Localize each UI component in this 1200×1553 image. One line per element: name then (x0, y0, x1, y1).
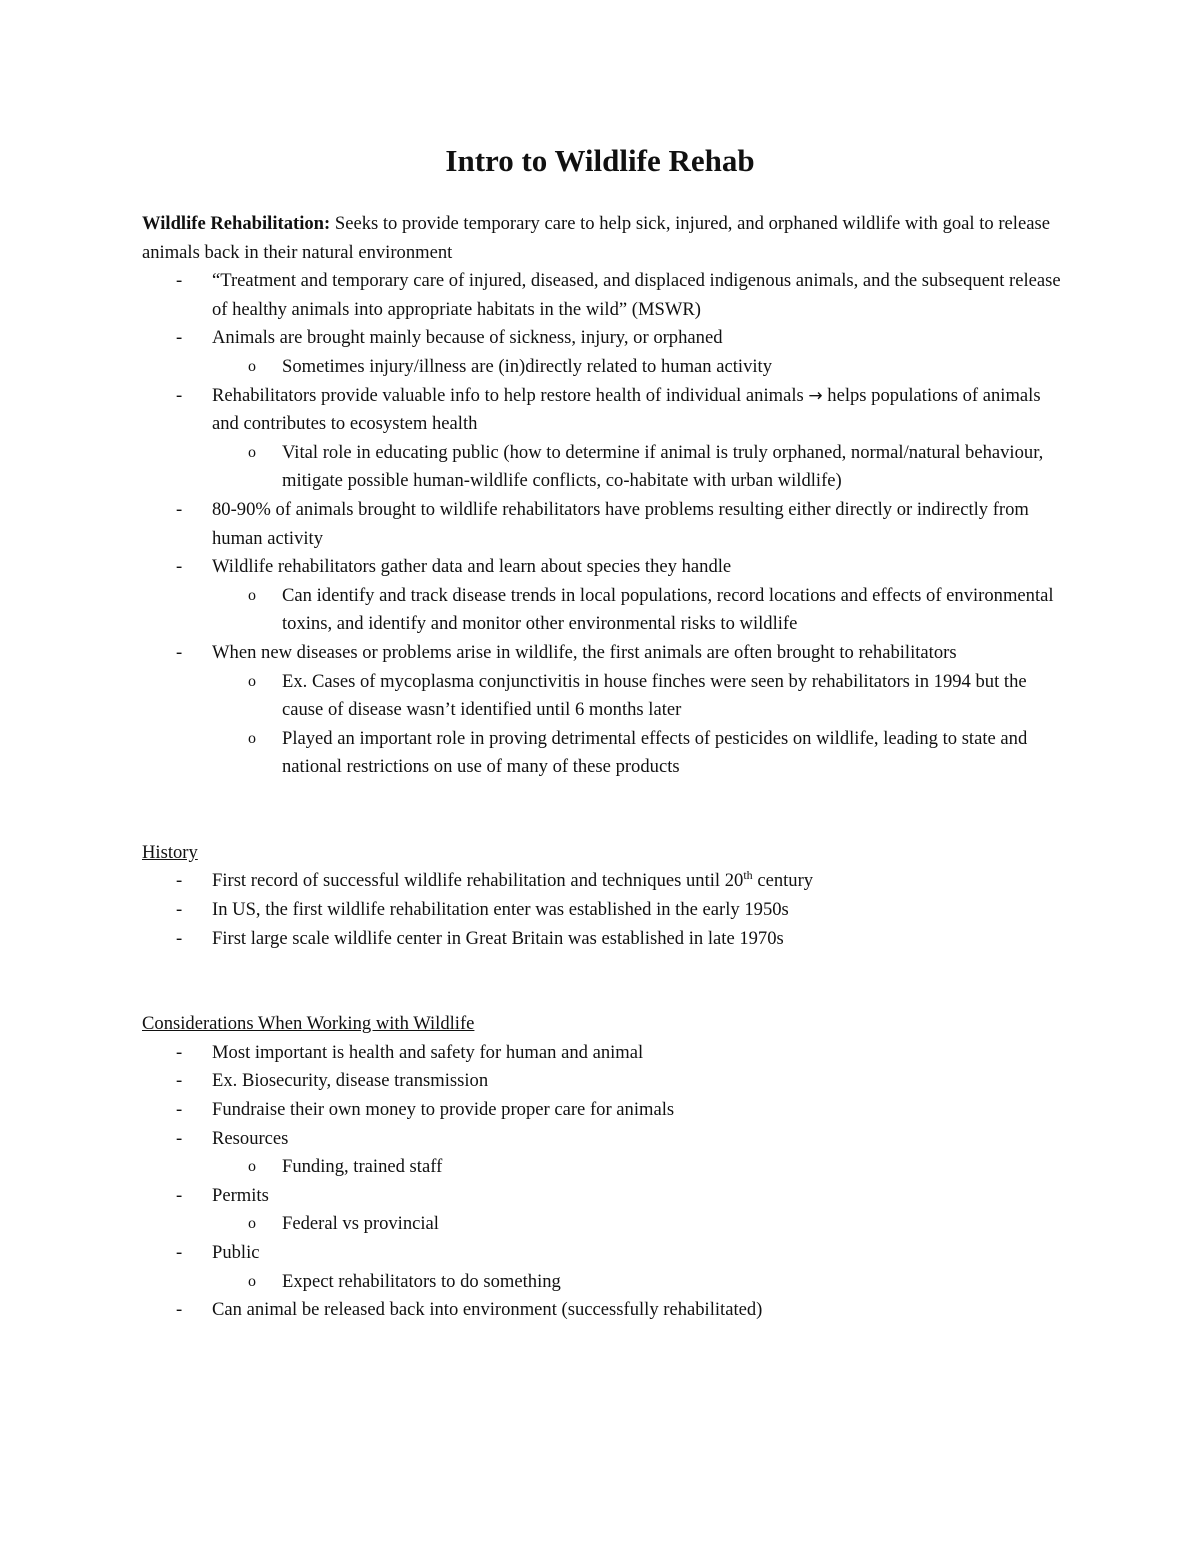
list-item: - Animals are brought mainly because of sickness, injury, or orphaned (142, 324, 1062, 353)
list-item: - In US, the first wildlife rehabilitation enter was established in the early 1950s (142, 896, 1062, 925)
dash-bullet: - (176, 1099, 183, 1121)
dash-bullet: - (176, 327, 183, 349)
list-item: - 80-90% of animals brought to wildlife rehabilitators have problems resulting either directly or indirectly from human activity (142, 496, 1062, 553)
history-list (142, 867, 1062, 953)
considerations-list (142, 1039, 1062, 1325)
dash-bullet: - (176, 870, 183, 892)
dash-bullet: - (176, 1041, 183, 1063)
intro-term: Wildlife Rehabilitation: (142, 213, 331, 234)
list-item: - Fundraise their own money to provide proper care for animals (142, 1096, 1062, 1125)
definition-list (142, 267, 1062, 782)
sub-list-item: o Sometimes injury/illness are (in)directly related to human activity (142, 353, 1062, 382)
spacer (142, 782, 1062, 839)
intro-paragraph (142, 210, 1062, 267)
sub-list-item: o Federal vs provincial (142, 1210, 1062, 1239)
circle-bullet: o (248, 586, 256, 604)
list-item: - Public (142, 1239, 1062, 1268)
circle-bullet: o (248, 672, 256, 690)
dash-bullet: - (176, 1242, 183, 1263)
right-arrow-icon: → (808, 385, 823, 406)
sub-list-item: o Ex. Cases of mycoplasma conjunctivitis in house finches were seen by rehabilitators in 1994 but the cause of disease wasn’t identified until 6 months later (142, 668, 1062, 725)
dash-bullet: - (176, 1127, 183, 1149)
circle-bullet: o (248, 1158, 256, 1176)
dash-bullet: - (176, 556, 183, 578)
circle-bullet: o (248, 443, 256, 461)
superscript: th (743, 868, 753, 883)
page-title: Intro to Wildlife Rehab (445, 143, 755, 178)
considerations-heading: Considerations When Working with Wildlife (142, 1013, 475, 1035)
dash-bullet: - (176, 498, 183, 520)
sub-list-item: o Vital role in educating public (how to determine if animal is truly orphaned, normal/natural behaviour, mitigate possible human-wildlife conflicts, co-habitate with urban wildlife) (142, 439, 1062, 496)
intro-definition: Seeks to provide temporary care to help sick, injured, and orphaned wildlife with goal to release animals back in their natural environment (142, 213, 1050, 263)
dash-bullet: - (176, 927, 183, 949)
dash-bullet: - (176, 1184, 183, 1206)
spacer (142, 953, 1062, 1010)
list-item: - “Treatment and temporary care of injured, diseased, and displaced indigenous animals, and the subsequent release of healthy animals into appropriate habitats in the wild” (MSWR) (142, 267, 1062, 324)
circle-bullet: o (248, 357, 256, 375)
dash-bullet: - (176, 1070, 183, 1092)
list-item: - First large scale wildlife center in Great Britain was established in late 1970s (142, 925, 1062, 954)
dash-bullet: - (176, 641, 183, 663)
circle-bullet: o (248, 729, 256, 747)
list-item: - Permits (142, 1182, 1062, 1211)
list-item: - Resources (142, 1125, 1062, 1154)
sub-list-item: o Played an important role in proving detrimental effects of pesticides on wildlife, leading to state and national restrictions on use of many of these products (142, 725, 1062, 782)
circle-bullet: o (248, 1215, 256, 1233)
list-item: - Ex. Biosecurity, disease transmission (142, 1067, 1062, 1096)
dash-bullet: - (176, 1299, 183, 1321)
list-item: - Can animal be released back into environment (successfully rehabilitated) (142, 1296, 1062, 1325)
document-body (142, 210, 1062, 1325)
sub-list-item: o Expect rehabilitators to do something (142, 1268, 1062, 1297)
sub-list-item: o Funding, trained staff (142, 1153, 1062, 1182)
list-item: - First record of successful wildlife rehabilitation and techniques until 20th century (142, 867, 1062, 896)
circle-bullet: o (248, 1272, 256, 1290)
dash-bullet: - (176, 899, 183, 921)
list-item: - Wildlife rehabilitators gather data and learn about species they handle (142, 553, 1062, 582)
history-heading: History (142, 841, 198, 863)
dash-bullet: - (176, 270, 183, 292)
sub-list-item: o Can identify and track disease trends in local populations, record locations and effects of environmental toxins, and identify and monitor other environmental risks to wildlife (142, 582, 1062, 639)
list-item: - When new diseases or problems arise in wildlife, the first animals are often brought to rehabilitators (142, 639, 1062, 668)
list-item: - Rehabilitators provide valuable info to help restore health of individual animals → helps populations of animals and contributes to ecosystem health (142, 382, 1062, 439)
list-item: - Most important is health and safety for human and animal (142, 1039, 1062, 1068)
dash-bullet: - (176, 384, 183, 406)
